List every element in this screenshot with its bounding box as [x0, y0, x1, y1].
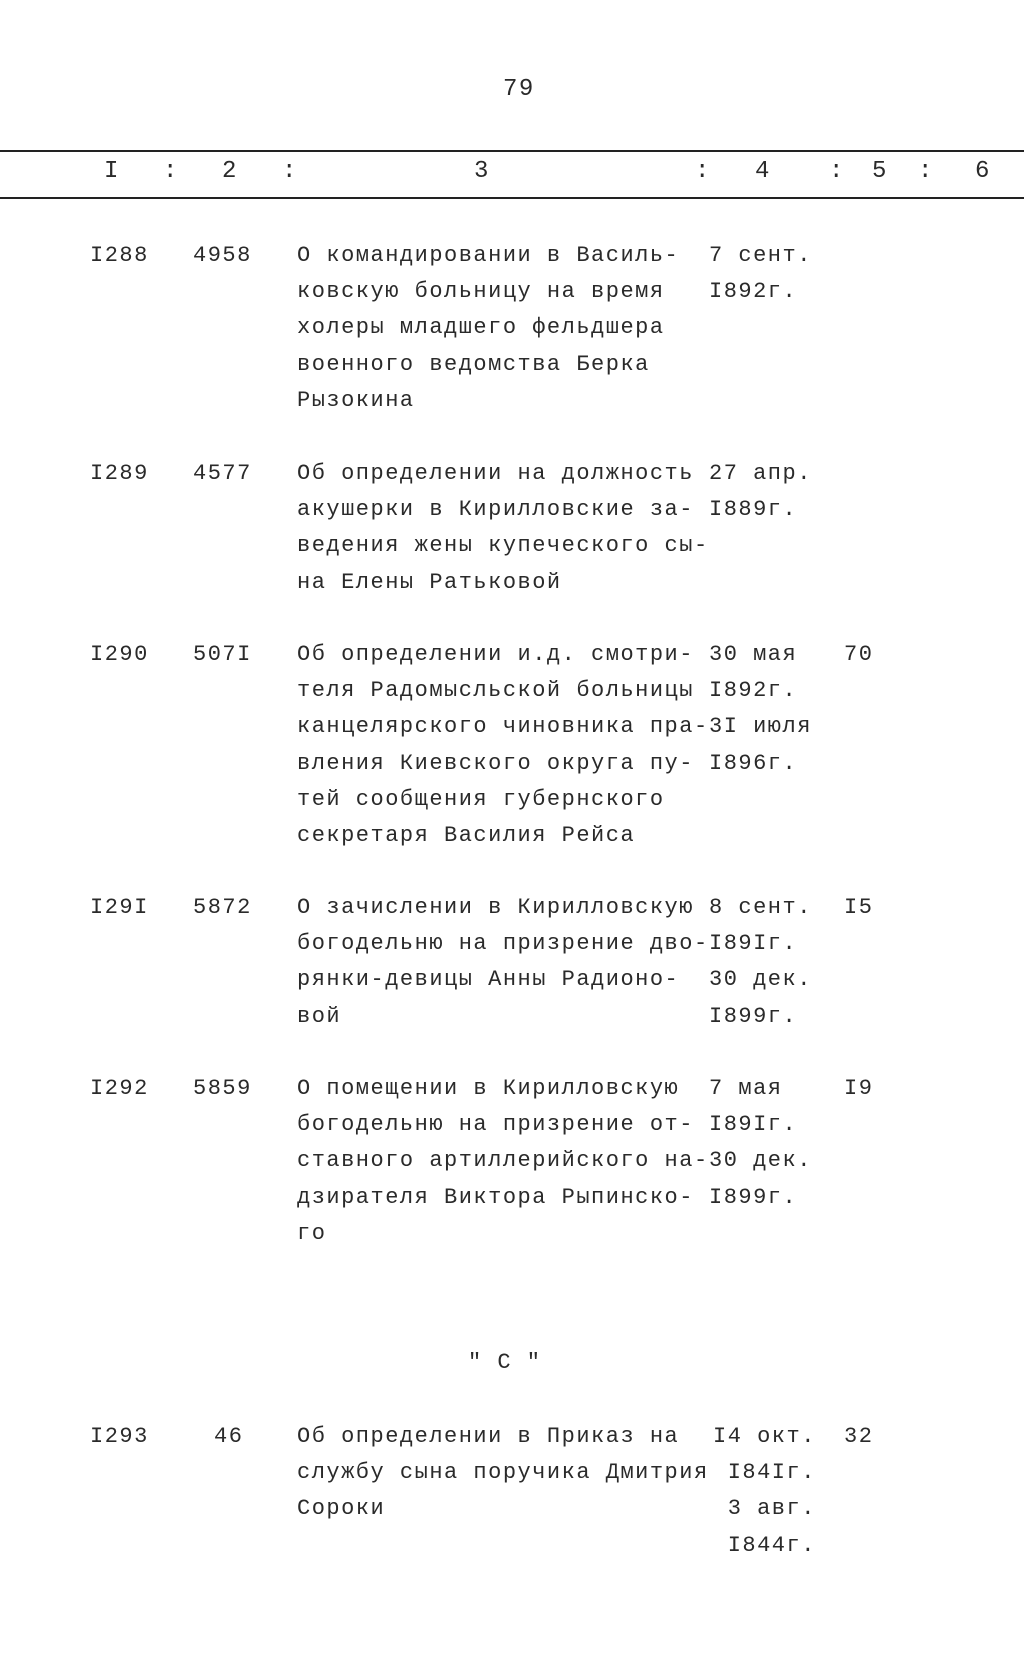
case-title-line: дзирателя Виктора Рыпинско-	[297, 1184, 694, 1210]
case-dates-line: 3I июля	[709, 714, 812, 740]
case-title-line: канцелярского чиновника пра-	[297, 714, 709, 740]
sheet-count: I5	[844, 895, 874, 920]
case-dates-line: I889г.	[709, 497, 798, 523]
case-dates-line: 7 сент.	[709, 243, 812, 268]
case-title-line: ковскую больницу на время	[297, 279, 665, 305]
header-col-6: 6	[975, 158, 990, 185]
case-dates-line: I892г.	[709, 279, 798, 305]
case-dates-line: I892г.	[709, 678, 798, 704]
case-number: 5872	[193, 895, 252, 920]
case-title	[297, 1071, 709, 1252]
case-title	[297, 456, 709, 601]
sheet-count: 70	[844, 642, 874, 667]
case-title-line: рянки-девицы Анны Радионо-	[297, 967, 680, 993]
case-dates	[709, 238, 812, 310]
case-dates	[713, 1419, 816, 1564]
case-number: 507I	[193, 642, 252, 667]
case-title-line: О зачислении в Кирилловскую	[297, 895, 694, 920]
header-col-5: 5	[872, 158, 887, 185]
case-title-line: службу сына поручика Дмитрия	[297, 1460, 709, 1486]
case-title-line: Об определении и.д. смотри-	[297, 642, 694, 667]
case-dates-line: I844г.	[727, 1532, 816, 1558]
case-title-line: Об определении в Приказ на	[297, 1424, 680, 1449]
sheet-count: 32	[844, 1424, 874, 1449]
header-separator: :	[695, 158, 710, 185]
case-title-line: холеры младшего фельдшера	[297, 315, 665, 341]
case-dates	[709, 456, 812, 528]
case-dates	[709, 637, 812, 782]
item-number: I293	[90, 1424, 149, 1449]
case-dates-line: 30 мая	[709, 642, 798, 667]
case-title-line: ведения жены купеческого сы-	[297, 533, 709, 559]
item-number: I288	[90, 243, 149, 268]
case-title-line: ставного артиллерийского на-	[297, 1148, 709, 1174]
case-title-line: на Елены Ратьковой	[297, 569, 562, 595]
case-title-line: го	[297, 1220, 327, 1246]
case-title-line: Об определении на должность	[297, 461, 694, 486]
item-number: I29I	[90, 895, 149, 920]
item-number: I290	[90, 642, 149, 667]
header-col-1: I	[104, 158, 119, 185]
case-dates-line: I899г.	[709, 1003, 798, 1029]
header-col-2: 2	[222, 158, 237, 185]
case-dates-line: 27 апр.	[709, 461, 812, 486]
case-title-line: О помещении в Кирилловскую	[297, 1076, 680, 1101]
case-title-line: Сороки	[297, 1496, 386, 1522]
item-number: I289	[90, 461, 149, 486]
case-dates-line: 30 дек.	[709, 967, 812, 993]
case-dates-line: I89Iг.	[709, 931, 798, 957]
case-title-line: богодельню на призрение от-	[297, 1112, 694, 1138]
case-title-line: тей сообщения губернского	[297, 786, 665, 812]
case-title	[297, 637, 709, 854]
case-number: 5859	[193, 1076, 252, 1101]
page-number: 79	[503, 76, 535, 103]
header-col-3: 3	[474, 158, 489, 185]
case-number: 46	[214, 1424, 244, 1449]
case-title	[297, 1419, 709, 1528]
item-number: I292	[90, 1076, 149, 1101]
case-dates	[709, 1071, 812, 1216]
table-header-top-rule	[0, 150, 1024, 152]
case-title-line: вой	[297, 1003, 342, 1029]
header-col-4: 4	[755, 158, 770, 185]
case-title-line: богодельню на призрение дво-	[297, 931, 709, 957]
case-number: 4577	[193, 461, 252, 486]
header-separator: :	[282, 158, 297, 185]
header-separator: :	[163, 158, 178, 185]
section-heading: " С "	[468, 1350, 542, 1375]
case-dates-line: I89Iг.	[709, 1112, 798, 1138]
case-title-line: военного ведомства Берка	[297, 351, 650, 377]
case-dates-line: I896г.	[709, 750, 798, 776]
case-title-line: акушерки в Кирилловские за-	[297, 497, 694, 523]
case-number: 4958	[193, 243, 252, 268]
case-title-line: вления Киевского округа пу-	[297, 750, 694, 776]
case-title-line: О командировании в Василь-	[297, 243, 680, 268]
case-dates-line: 3 авг.	[727, 1496, 816, 1522]
header-separator: :	[918, 158, 933, 185]
case-dates-line: I84Iг.	[727, 1460, 816, 1486]
sheet-count: I9	[844, 1076, 874, 1101]
case-dates-line: I4 окт.	[713, 1424, 816, 1449]
case-title-line: Рызокина	[297, 387, 415, 413]
case-title	[297, 890, 709, 1035]
case-dates-line: 8 сент.	[709, 895, 812, 920]
case-dates-line: I899г.	[709, 1184, 798, 1210]
case-title	[297, 238, 679, 419]
table-header-bottom-rule	[0, 197, 1024, 199]
header-separator: :	[829, 158, 844, 185]
case-dates	[709, 890, 812, 1035]
case-title-line: секретаря Василия Рейса	[297, 823, 636, 849]
case-dates-line: 7 мая	[709, 1076, 783, 1101]
case-dates-line: 30 дек.	[709, 1148, 812, 1174]
case-title-line: теля Радомысльской больницы	[297, 678, 694, 704]
